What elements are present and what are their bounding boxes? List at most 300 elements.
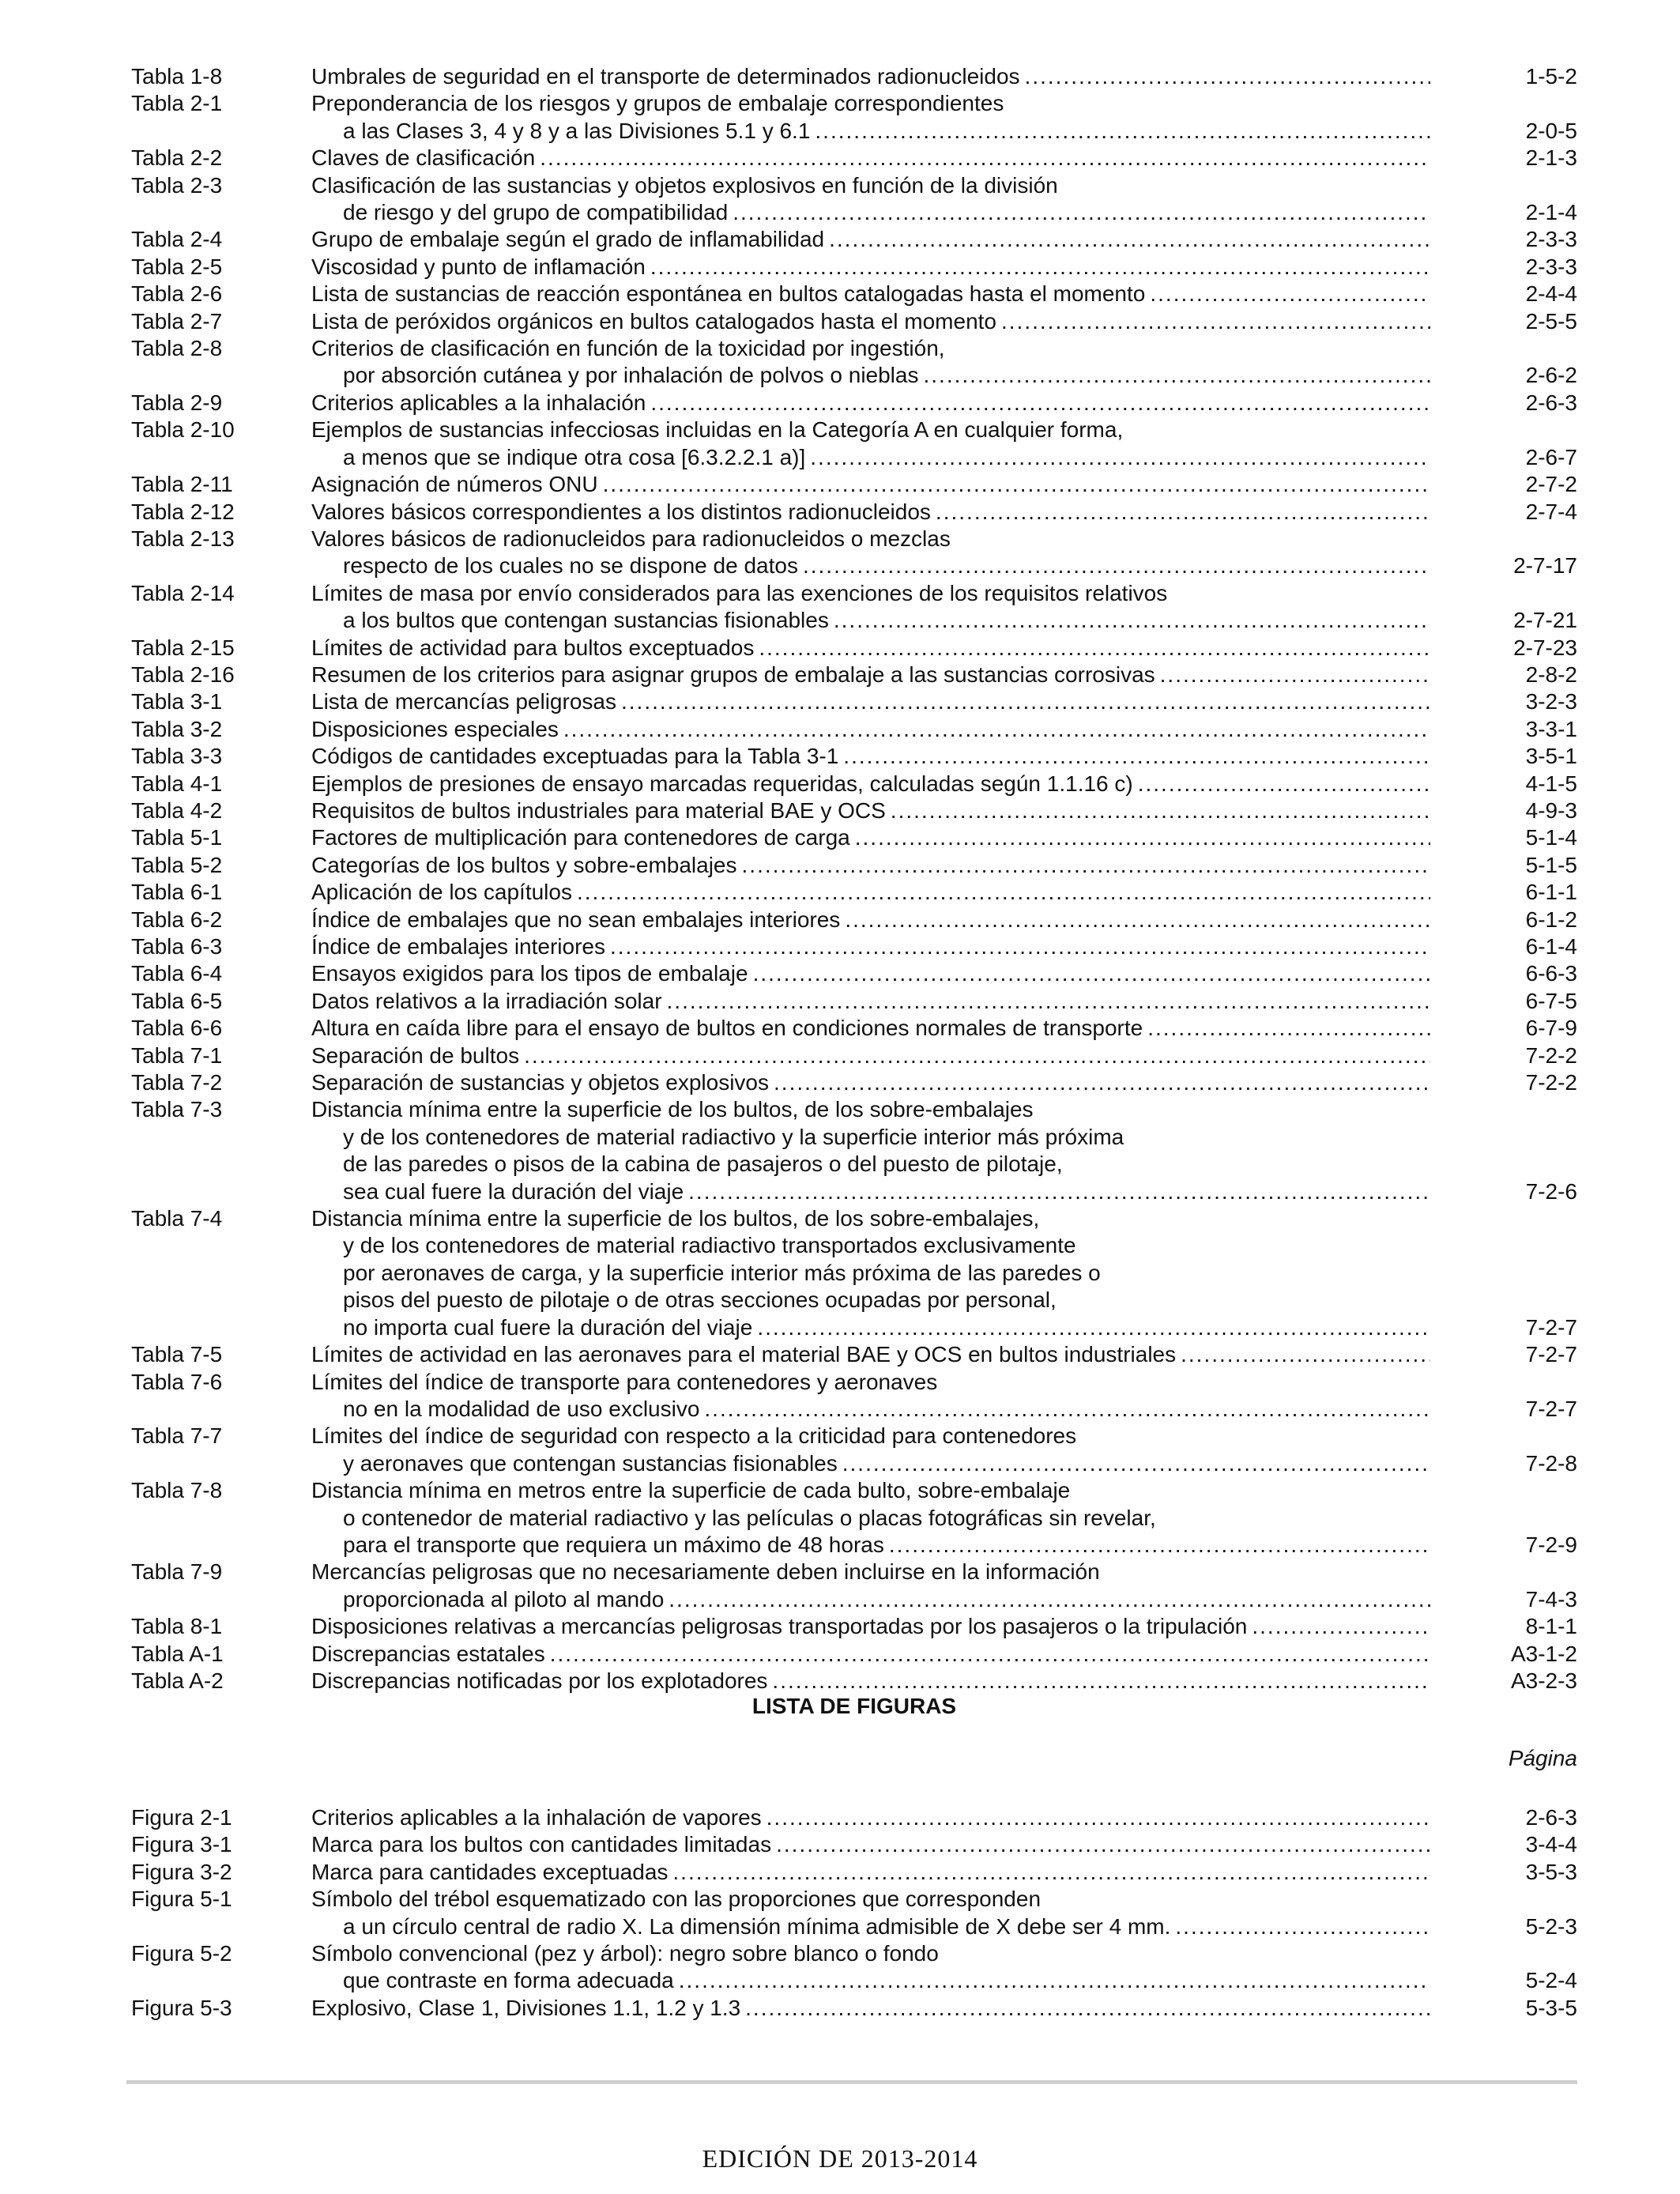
- table-title: [311, 797, 1577, 824]
- table-entry[interactable]: [131, 960, 1577, 987]
- table-number: Tabla 2-6: [131, 281, 223, 307]
- table-title-line: Umbrales de seguridad en el transporte de determinados radionucleidos ..... 1-5-2: [311, 63, 1577, 90]
- page-number: 2-7-2: [1525, 472, 1577, 497]
- dot-leader: [936, 499, 1430, 526]
- dot-leader: [672, 1859, 1430, 1886]
- table-number: Tabla 5-2: [131, 852, 223, 877]
- dot-leader: [1252, 1613, 1430, 1640]
- table-entry[interactable]: [131, 824, 1577, 851]
- table-title: [311, 879, 1577, 906]
- dot-leader: [745, 1995, 1430, 2022]
- table-title: [311, 417, 1577, 471]
- table-entry[interactable]: [131, 308, 1577, 335]
- table-number: Tabla 2-1: [131, 91, 223, 116]
- table-number: Tabla 2-11: [131, 472, 233, 497]
- table-title-line: a menos que se indique otra cosa [6.3.2.2.1 a)] ..... 2-6-7: [311, 444, 1577, 471]
- page-number: 2-6-3: [1525, 1805, 1577, 1830]
- table-title-line: Asignación de números ONU ..... 2-7-2: [311, 471, 1577, 498]
- table-number: Tabla 2-14: [131, 580, 235, 605]
- figure-title: [311, 1995, 1577, 2022]
- figure-number: Figura 3-2: [131, 1859, 232, 1884]
- table-number: Tabla 2-3: [131, 172, 223, 198]
- table-title: [311, 1069, 1577, 1096]
- dot-leader: [550, 1641, 1430, 1668]
- table-number: Tabla 7-7: [131, 1423, 223, 1449]
- page-number: 5-1-5: [1525, 852, 1577, 877]
- dot-leader: [1175, 1913, 1430, 1940]
- page-number: 2-7-4: [1525, 499, 1577, 524]
- table-title: [311, 662, 1577, 688]
- table-number: Tabla 3-3: [131, 744, 223, 769]
- tables-list: [131, 63, 1577, 1695]
- table-title-line: Altura en caída libre para el ensayo de bultos en condiciones normales de transporte ..... 6-7-9: [311, 1015, 1577, 1042]
- table-title: [311, 1205, 1577, 1341]
- table-number: Tabla 7-9: [131, 1559, 223, 1585]
- table-title-line: Límites de actividad para bultos exceptuados ..... 2-7-23: [311, 635, 1577, 662]
- table-entry[interactable]: [131, 63, 1577, 90]
- table-title-line: Resumen de los criterios para asignar grupos de embalaje a las sustancias corrosivas ..... 2-8-2: [311, 662, 1577, 688]
- table-title-line: Claves de clasificación ..... 2-1-3: [311, 145, 1577, 172]
- table-number: Tabla 4-1: [131, 771, 223, 796]
- page-number: 3-2-3: [1525, 689, 1577, 714]
- table-title-line: Criterios de clasificación en función de la toxicidad por ingestión,: [311, 336, 945, 361]
- page-number: 3-3-1: [1525, 716, 1577, 741]
- dot-leader: [1160, 662, 1430, 688]
- page-number: 7-2-8: [1525, 1450, 1577, 1476]
- table-title: [311, 1613, 1577, 1640]
- table-title-line: Separación de sustancias y objetos explosivos ..... 7-2-2: [311, 1069, 1577, 1096]
- table-title-line: de riesgo y del grupo de compatibilidad ..... 2-1-4: [311, 199, 1577, 226]
- table-number: Tabla 2-9: [131, 390, 223, 415]
- table-title-line: proporcionada al piloto al mando ..... 7-4-3: [311, 1586, 1577, 1613]
- table-number: Tabla 2-16: [131, 662, 235, 687]
- table-title-line: no en la modalidad de uso exclusivo ..... 7-2-7: [311, 1396, 1577, 1423]
- dot-leader: [834, 607, 1430, 634]
- table-title: [311, 635, 1577, 662]
- dot-leader: [742, 852, 1430, 879]
- table-entry[interactable]: [131, 145, 1577, 172]
- figure-title: [311, 1940, 1577, 1995]
- table-title: [311, 499, 1577, 526]
- page-number: 5-3-5: [1525, 1995, 1577, 2020]
- table-title: [311, 172, 1577, 227]
- table-title: [311, 960, 1577, 987]
- figure-entry[interactable]: [131, 1804, 1577, 1831]
- table-number: Tabla 5-1: [131, 825, 223, 850]
- page-number: 7-2-6: [1525, 1178, 1577, 1204]
- page-number: A3-2-3: [1510, 1668, 1577, 1693]
- table-entry[interactable]: [131, 1668, 1577, 1695]
- table-number: Tabla 2-8: [131, 336, 223, 361]
- page-number: 2-3-3: [1525, 227, 1577, 252]
- figure-number: Figura 3-1: [131, 1832, 232, 1857]
- page-number: 3-5-1: [1525, 744, 1577, 769]
- dot-leader: [803, 552, 1430, 579]
- page-number: 2-1-4: [1525, 200, 1577, 225]
- page-number: 6-1-4: [1525, 934, 1577, 959]
- table-entry[interactable]: [131, 580, 1577, 635]
- table-title-line: Ejemplos de sustancias infecciosas incluidas en la Categoría A en cualquier forma,: [311, 417, 1124, 443]
- table-title-line: para el transporte que requiera un máximo de 48 horas ..... 7-2-9: [311, 1532, 1577, 1559]
- dot-leader: [810, 444, 1430, 471]
- page-number: 7-2-9: [1525, 1532, 1577, 1557]
- table-number: Tabla 3-2: [131, 716, 223, 741]
- dot-leader: [774, 1069, 1430, 1096]
- table-title-line: Valores básicos correspondientes a los distintos radionucleidos ..... 2-7-4: [311, 499, 1577, 526]
- page-number: 2-3-3: [1525, 254, 1577, 279]
- dot-leader: [650, 390, 1430, 417]
- table-entry[interactable]: [131, 662, 1577, 688]
- table-title: [311, 988, 1577, 1015]
- figure-title-line: que contraste en forma adecuada ..... 5-2-4: [311, 1967, 1577, 1994]
- table-entry[interactable]: [131, 688, 1577, 715]
- dot-leader: [845, 907, 1430, 933]
- table-title: [311, 933, 1577, 960]
- table-title-line: sea cual fuere la duración del viaje ..... 7-2-6: [311, 1178, 1577, 1205]
- table-number: Tabla 4-2: [131, 797, 223, 823]
- page-number: 3-4-4: [1525, 1832, 1577, 1857]
- table-title: [311, 688, 1577, 715]
- table-entry[interactable]: [131, 226, 1577, 253]
- dot-leader: [524, 1042, 1430, 1069]
- table-title-line: Criterios aplicables a la inhalación ..... 2-6-3: [311, 390, 1577, 417]
- table-title-line: Índice de embalajes que no sean embalajes interiores ..... 6-1-2: [311, 907, 1577, 933]
- table-title: [311, 1641, 1577, 1668]
- page-number: 7-4-3: [1525, 1586, 1577, 1612]
- table-title: [311, 1423, 1577, 1477]
- dot-leader: [842, 1450, 1430, 1477]
- table-number: Tabla 2-4: [131, 227, 223, 252]
- table-number: Tabla 7-1: [131, 1042, 223, 1068]
- table-title: [311, 526, 1577, 580]
- table-title: [311, 281, 1577, 307]
- dot-leader: [759, 635, 1430, 662]
- table-title-line: Límites del índice de transporte para contenedores y aeronaves: [311, 1369, 938, 1394]
- table-title: [311, 580, 1577, 635]
- page-number: 5-1-4: [1525, 825, 1577, 850]
- dot-leader: [829, 226, 1430, 253]
- table-number: Tabla 2-2: [131, 145, 223, 171]
- table-entry[interactable]: [131, 1423, 1577, 1477]
- table-title-line: por aeronaves de carga, y la superficie interior más próxima de las paredes o: [343, 1260, 1101, 1285]
- dot-leader: [540, 145, 1430, 172]
- page-number: 1-5-2: [1525, 64, 1577, 89]
- table-entry[interactable]: [131, 743, 1577, 770]
- dot-leader: [577, 879, 1430, 906]
- table-title: [311, 1042, 1577, 1069]
- table-title-line: y de los contenedores de material radiactivo y la superficie interior más próxima: [343, 1124, 1124, 1149]
- page-number: 2-6-7: [1525, 444, 1577, 469]
- figure-title: [311, 1804, 1577, 1831]
- figure-number: Figura 5-3: [131, 1995, 232, 2020]
- page-number: 5-2-3: [1525, 1913, 1577, 1939]
- page-number: 2-7-23: [1513, 635, 1577, 660]
- table-entry[interactable]: [131, 1205, 1577, 1341]
- table-entry[interactable]: [131, 879, 1577, 906]
- page-number: 6-7-9: [1525, 1016, 1577, 1041]
- table-entry[interactable]: [131, 526, 1577, 580]
- table-entry[interactable]: [131, 1096, 1577, 1205]
- dot-leader: [733, 199, 1430, 226]
- table-title: [311, 335, 1577, 390]
- dot-leader: [1001, 308, 1430, 335]
- table-title: [311, 1477, 1577, 1559]
- table-title-line: no importa cual fuere la duración del viaje ..... 7-2-7: [311, 1314, 1577, 1341]
- figure-entry[interactable]: [131, 1831, 1577, 1858]
- table-entry[interactable]: [131, 1613, 1577, 1640]
- table-title-line: Lista de sustancias de reacción espontánea en bultos catalogadas hasta el momento ..... 2-4-4: [311, 281, 1577, 307]
- table-entry[interactable]: [131, 1015, 1577, 1042]
- table-title: [311, 90, 1577, 145]
- page-number: 2-5-5: [1525, 308, 1577, 334]
- figure-title-line: Marca para los bultos con cantidades limitadas ..... 3-4-4: [311, 1831, 1577, 1858]
- table-entry[interactable]: [131, 335, 1577, 390]
- figure-entry[interactable]: [131, 1940, 1577, 1995]
- table-title: [311, 1369, 1577, 1423]
- dot-leader: [563, 716, 1430, 743]
- table-title-line: y de los contenedores de material radiactivo transportados exclusivamente: [343, 1233, 1076, 1258]
- table-title-line: respecto de los cuales no se dispone de datos ..... 2-7-17: [311, 552, 1577, 579]
- table-title-line: Ensayos exigidos para los tipos de embalaje ..... 6-6-3: [311, 960, 1577, 987]
- figures-section-title: LISTA DE FIGURAS: [751, 1694, 957, 1718]
- edition-footer: EDICIÓN DE 2013-2014: [702, 2144, 978, 2173]
- table-title: [311, 63, 1577, 90]
- page-number: 2-6-2: [1525, 363, 1577, 388]
- table-title-line: Ejemplos de presiones de ensayo marcadas requeridas, calculadas según 1.1.16 c) ..... 4-1-5: [311, 771, 1577, 797]
- figure-number: Figura 5-2: [131, 1941, 232, 1966]
- table-entry[interactable]: [131, 499, 1577, 526]
- table-title: [311, 145, 1577, 172]
- dot-leader: [757, 1314, 1430, 1341]
- table-entry[interactable]: [131, 390, 1577, 417]
- table-entry[interactable]: [131, 1559, 1577, 1613]
- figure-title-line: Símbolo del trébol esquematizado con las proporciones que corresponden: [311, 1887, 1042, 1912]
- table-title-line: Discrepancias notificadas por los explotadores ..... A3-2-3: [311, 1668, 1577, 1695]
- table-title-line: de las paredes o pisos de la cabina de pasajeros o del puesto de pilotaje,: [343, 1152, 1063, 1177]
- table-number: Tabla 7-3: [131, 1097, 223, 1122]
- table-entry[interactable]: [131, 172, 1577, 227]
- page-number: 7-2-7: [1525, 1396, 1577, 1421]
- table-title: [311, 226, 1577, 253]
- table-entry[interactable]: [131, 716, 1577, 743]
- dot-leader: [1025, 63, 1430, 90]
- page-number: 6-6-3: [1525, 961, 1577, 986]
- table-number: Tabla 2-10: [131, 417, 235, 443]
- page-number: 2-7-17: [1513, 553, 1577, 579]
- table-title-line: a los bultos que contengan sustancias fisionables ..... 2-7-21: [311, 607, 1577, 634]
- table-entry[interactable]: [131, 254, 1577, 281]
- figure-entry[interactable]: [131, 1886, 1577, 1940]
- table-title: [311, 471, 1577, 498]
- page-number: 5-2-4: [1525, 1968, 1577, 1993]
- dot-leader: [1181, 1341, 1430, 1368]
- table-entry[interactable]: [131, 852, 1577, 879]
- table-title-line: Grupo de embalaje según el grado de inflamabilidad ..... 2-3-3: [311, 226, 1577, 253]
- table-number: Tabla A-1: [131, 1641, 224, 1666]
- table-title-line: Datos relativos a la irradiación solar ..... 6-7-5: [311, 988, 1577, 1015]
- page-number: 7-2-2: [1525, 1042, 1577, 1068]
- table-title-line: Disposiciones relativas a mercancías peligrosas transportadas por los pasajeros o la tripulación ..... 8-1-1: [311, 1613, 1577, 1640]
- table-number: Tabla 7-5: [131, 1342, 223, 1367]
- table-number: Tabla 7-8: [131, 1478, 223, 1503]
- table-title-line: Viscosidad y punto de inflamación ..... 2-3-3: [311, 254, 1577, 281]
- page-number: 2-1-3: [1525, 145, 1577, 171]
- dot-leader: [669, 1586, 1430, 1613]
- dot-leader: [843, 743, 1430, 770]
- table-entry[interactable]: [131, 1069, 1577, 1096]
- table-title-line: Lista de mercancías peligrosas ..... 3-2-3: [311, 688, 1577, 715]
- page-number: 3-5-3: [1525, 1859, 1577, 1884]
- table-entry[interactable]: [131, 417, 1577, 471]
- table-title-line: Separación de bultos ..... 7-2-2: [311, 1042, 1577, 1069]
- page-number: 7-2-7: [1525, 1314, 1577, 1340]
- table-title: [311, 1559, 1577, 1613]
- figure-title-line: Explosivo, Clase 1, Divisiones 1.1, 1.2 y 1.3 ..... 5-3-5: [311, 1995, 1577, 2022]
- table-title: [311, 1668, 1577, 1695]
- figure-title: [311, 1859, 1577, 1886]
- dot-leader: [855, 824, 1430, 851]
- table-number: Tabla 6-6: [131, 1016, 223, 1041]
- table-number: Tabla 7-6: [131, 1369, 223, 1394]
- table-number: Tabla 8-1: [131, 1614, 223, 1639]
- figure-entry[interactable]: [131, 1995, 1577, 2022]
- table-title: [311, 254, 1577, 281]
- table-number: Tabla 7-2: [131, 1070, 223, 1095]
- table-title-line: Índice de embalajes interiores ..... 6-1-4: [311, 933, 1577, 960]
- table-number: Tabla 6-5: [131, 988, 223, 1013]
- table-number: Tabla 2-15: [131, 635, 235, 660]
- table-title-line: Discrepancias estatales ..... A3-1-2: [311, 1641, 1577, 1668]
- table-entry[interactable]: [131, 635, 1577, 662]
- page-number: 2-0-5: [1525, 118, 1577, 143]
- table-title: [311, 308, 1577, 335]
- page-number: A3-1-2: [1510, 1641, 1577, 1666]
- page-number: 2-7-21: [1513, 608, 1577, 633]
- page-number: 4-9-3: [1525, 797, 1577, 823]
- table-entry[interactable]: [131, 1641, 1577, 1668]
- table-entry[interactable]: [131, 797, 1577, 824]
- dot-leader: [1147, 1015, 1430, 1042]
- table-title: [311, 771, 1577, 797]
- table-title-line: Códigos de cantidades exceptuadas para la Tabla 3-1 ..... 3-5-1: [311, 743, 1577, 770]
- table-number: Tabla 6-4: [131, 961, 223, 986]
- table-entry[interactable]: [131, 1369, 1577, 1423]
- table-title: [311, 1341, 1577, 1368]
- table-title: [311, 824, 1577, 851]
- table-entry[interactable]: [131, 771, 1577, 797]
- dot-leader: [772, 1668, 1430, 1695]
- table-number: Tabla 1-8: [131, 64, 223, 89]
- dot-leader: [776, 1831, 1430, 1858]
- table-title-line: por absorción cutánea y por inhalación de polvos o nieblas ..... 2-6-2: [311, 362, 1577, 389]
- dot-leader: [667, 988, 1430, 1015]
- table-number: Tabla 2-5: [131, 254, 223, 279]
- table-title-line: Lista de peróxidos orgánicos en bultos catalogados hasta el momento ..... 2-5-5: [311, 308, 1577, 335]
- figure-title: [311, 1831, 1577, 1858]
- table-number: Tabla A-2: [131, 1668, 224, 1693]
- table-entry[interactable]: [131, 281, 1577, 307]
- page-number: 6-1-1: [1525, 880, 1577, 905]
- page-number: 7-2-2: [1525, 1070, 1577, 1095]
- table-title-line: Límites de actividad en las aeronaves para el material BAE y OCS en bultos industriales ..... 7-2-7: [311, 1341, 1577, 1368]
- dot-leader: [1138, 771, 1430, 797]
- table-title: [311, 1096, 1577, 1205]
- table-title-line: Disposiciones especiales ..... 3-3-1: [311, 716, 1577, 743]
- page-number: 6-7-5: [1525, 988, 1577, 1013]
- dot-leader: [679, 1967, 1430, 1994]
- dot-leader: [891, 797, 1430, 824]
- table-number: Tabla 2-13: [131, 526, 235, 551]
- figure-title: [311, 1886, 1577, 1940]
- table-title-line: pisos del puesto de pilotaje o de otras secciones ocupadas por personal,: [343, 1287, 1057, 1313]
- figure-title-line: Criterios aplicables a la inhalación de vapores ..... 2-6-3: [311, 1804, 1577, 1831]
- table-title: [311, 907, 1577, 933]
- table-number: Tabla 6-2: [131, 907, 223, 932]
- table-title-line: Aplicación de los capítulos ..... 6-1-1: [311, 879, 1577, 906]
- table-entry[interactable]: [131, 471, 1577, 498]
- dot-leader: [1150, 281, 1430, 307]
- page-number: 2-8-2: [1525, 662, 1577, 687]
- table-title: [311, 1015, 1577, 1042]
- figure-title-line: Marca para cantidades exceptuadas ..... 3-5-3: [311, 1859, 1577, 1886]
- table-entry[interactable]: [131, 1477, 1577, 1559]
- table-entry[interactable]: [131, 1341, 1577, 1368]
- table-title: [311, 743, 1577, 770]
- table-title-line: Categorías de los bultos y sobre-embalajes ..... 5-1-5: [311, 852, 1577, 879]
- table-title-line: y aeronaves que contengan sustancias fisionables ..... 7-2-8: [311, 1450, 1577, 1477]
- table-entry[interactable]: [131, 988, 1577, 1015]
- dot-leader: [923, 362, 1430, 389]
- table-entry[interactable]: [131, 1042, 1577, 1069]
- table-number: Tabla 6-3: [131, 934, 223, 959]
- table-title: [311, 852, 1577, 879]
- table-title-line: Valores básicos de radionucleidos para radionucleidos o mezclas: [311, 526, 951, 551]
- table-title-line: Distancia mínima entre la superficie de los bultos, de los sobre-embalajes,: [311, 1206, 1040, 1231]
- table-number: Tabla 3-1: [131, 689, 223, 714]
- table-number: Tabla 2-7: [131, 308, 223, 334]
- dot-leader: [621, 688, 1430, 715]
- dot-leader: [753, 960, 1430, 987]
- table-number: Tabla 2-12: [131, 499, 235, 524]
- table-title-line: Límites de masa por envío considerados para las exenciones de los requisitos relativos: [311, 580, 1168, 605]
- figure-number: Figura 5-1: [131, 1887, 232, 1912]
- table-title: [311, 390, 1577, 417]
- table-entry[interactable]: [131, 90, 1577, 145]
- table-entry[interactable]: [131, 907, 1577, 933]
- dot-leader: [704, 1396, 1430, 1423]
- table-title-line: Clasificación de las sustancias y objetos explosivos en función de la división: [311, 172, 1058, 198]
- table-title-line: Requisitos de bultos industriales para material BAE y OCS ..... 4-9-3: [311, 797, 1577, 824]
- figure-entry[interactable]: [131, 1859, 1577, 1886]
- table-title: [311, 716, 1577, 743]
- figure-title-line: Símbolo convencional (pez y árbol): negro sobre blanco o fondo: [311, 1941, 939, 1966]
- figures-list: [131, 1804, 1577, 2022]
- dot-leader: [688, 1178, 1430, 1205]
- footer-rule: [126, 2080, 1577, 2084]
- table-title-line: o contenedor de material radiactivo y las películas o placas fotográficas sin revelar,: [343, 1505, 1156, 1530]
- dot-leader: [889, 1532, 1430, 1559]
- table-title-line: a las Clases 3, 4 y 8 y a las Divisiones 5.1 y 6.1 ..... 2-0-5: [311, 118, 1577, 145]
- dot-leader: [650, 254, 1430, 281]
- table-title-line: Factores de multiplicación para contenedores de carga ..... 5-1-4: [311, 824, 1577, 851]
- page-number: 6-1-2: [1525, 907, 1577, 932]
- table-entry[interactable]: [131, 933, 1577, 960]
- figure-title-line: a un círculo central de radio X. La dimensión mínima admisible de X debe ser 4 mm. ..... 5-2-3: [311, 1913, 1577, 1940]
- table-number: Tabla 6-1: [131, 880, 223, 905]
- page-number: 4-1-5: [1525, 771, 1577, 796]
- figure-number: Figura 2-1: [131, 1805, 232, 1830]
- table-title-line: Distancia mínima entre la superficie de los bultos, de los sobre-embalajes: [311, 1097, 1034, 1122]
